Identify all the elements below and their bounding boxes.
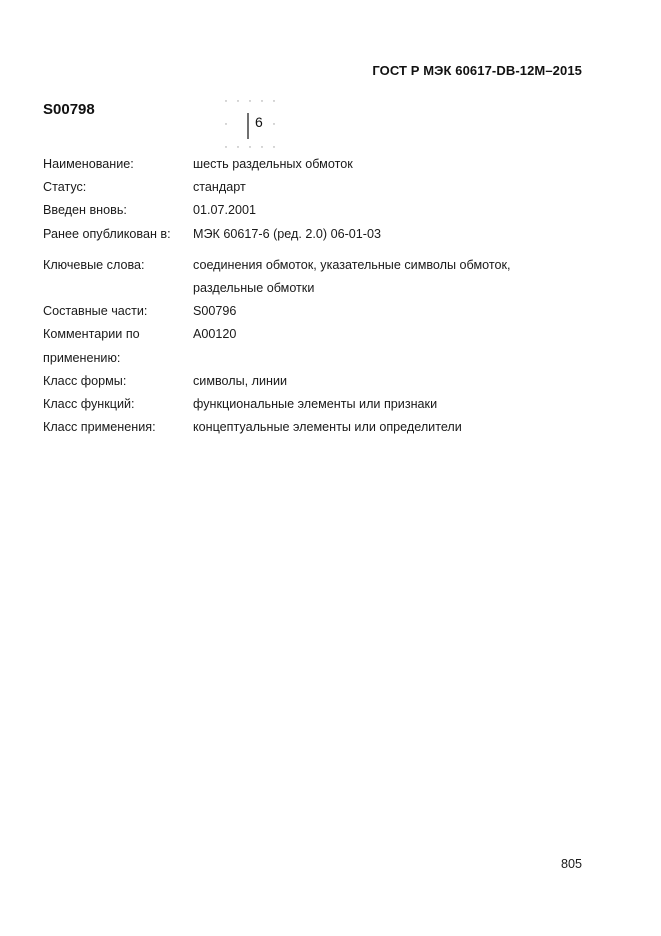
- field-row-application-notes: [43, 323, 603, 369]
- field-row-keywords: [43, 254, 603, 300]
- field-row-shape-class: [43, 370, 603, 393]
- field-value: S00796: [193, 304, 237, 319]
- standard-header: ГОСТ Р МЭК 60617-DB-12M–2015: [372, 63, 582, 78]
- six-separate-windings-symbol-icon: [222, 97, 278, 151]
- field-label: Класс формы:: [43, 373, 127, 388]
- field-value-line: соединения обмоток, указательные символы обмоток,: [193, 257, 511, 272]
- field-value-line: раздельные обмотки: [193, 281, 315, 296]
- field-row-status: [43, 176, 603, 199]
- symbol-figure: [222, 97, 278, 151]
- field-row-previously-published: [43, 223, 603, 246]
- field-label: Класс функций:: [43, 397, 135, 412]
- field-row-introduced: [43, 199, 603, 222]
- field-row-application-class: [43, 416, 603, 439]
- field-label: Ранее опубликован в:: [43, 226, 171, 241]
- field-row-function-class: [43, 393, 603, 416]
- field-label: [43, 323, 193, 369]
- field-label: Наименование:: [43, 157, 134, 171]
- field-value: концептуальные элементы или определители: [193, 420, 462, 435]
- field-value: шесть раздельных обмоток: [193, 157, 353, 171]
- field-label: Класс применения:: [43, 420, 156, 435]
- field-label: Статус:: [43, 180, 87, 195]
- page-number: 805: [561, 857, 583, 871]
- field-row-name: [43, 153, 603, 176]
- field-value: 01.07.2001: [193, 203, 257, 218]
- field-value: МЭК 60617-6 (ред. 2.0) 06-01-03: [193, 226, 381, 241]
- field-label: Введен вновь:: [43, 203, 127, 218]
- symbol-code: S00798: [43, 101, 95, 118]
- field-value: функциональные элементы или признаки: [193, 397, 438, 412]
- field-label-line: применению:: [43, 350, 121, 365]
- spacer: [43, 246, 603, 254]
- symbol-number-label: 6: [255, 114, 263, 130]
- field-label: Ключевые слова:: [43, 257, 145, 272]
- field-list: [43, 153, 603, 439]
- field-row-components: [43, 300, 603, 323]
- field-label: Составные части:: [43, 304, 148, 319]
- field-value: стандарт: [193, 180, 246, 195]
- field-value: A00120: [193, 327, 237, 342]
- field-label-line: Комментарии по: [43, 327, 140, 342]
- field-value: [193, 254, 603, 300]
- field-value: символы, линии: [193, 373, 288, 388]
